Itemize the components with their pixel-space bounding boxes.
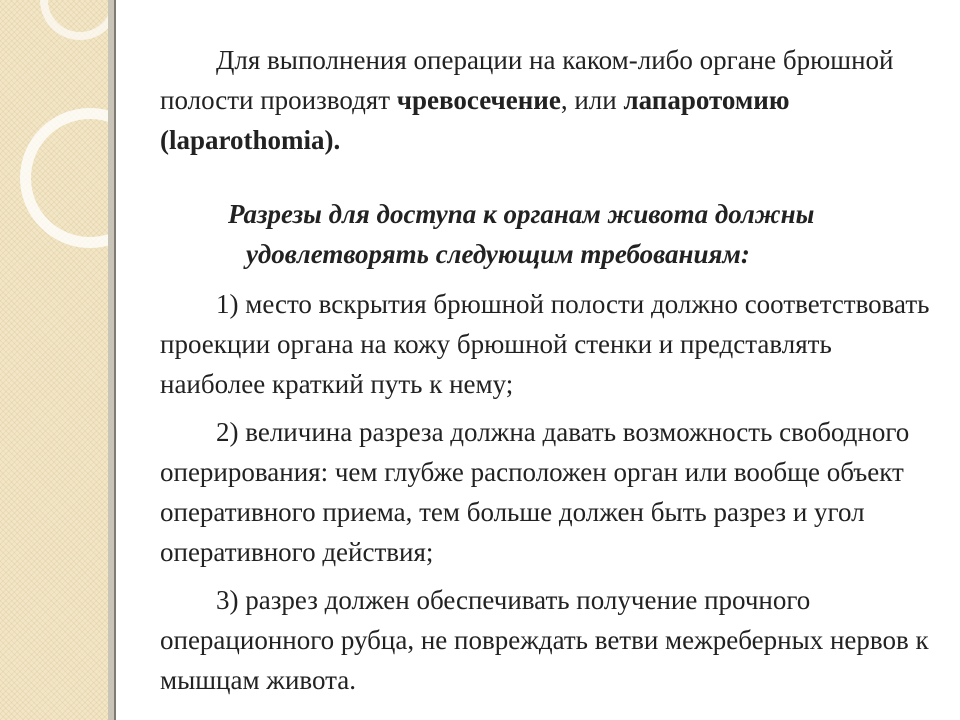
slide-content: [160, 40, 930, 700]
intro-connector: , или: [560, 85, 624, 115]
requirements-heading-line2: удовлетворять следующим требованиям:: [246, 239, 750, 269]
decorative-ring-large: [20, 108, 160, 248]
requirements-heading: [160, 194, 928, 274]
intro-term-chrevosechenie: чревосечение: [396, 85, 561, 115]
requirements-heading-line1: Разрезы для доступа к органам живота должны: [228, 199, 815, 229]
intro-text: Для выполнения операции на каком-либо органе брюшной полости производят: [160, 45, 894, 115]
requirement-item-1: 1) место вскрытия брюшной полости должно соответствовать проекции органа на кожу брюшной стенки и представлять наиболее краткий путь к нему;: [160, 289, 930, 399]
decorative-divider-line: [114, 0, 116, 720]
decorative-side-band: [0, 0, 108, 720]
intro-paragraph: [160, 40, 930, 160]
requirement-item-2: 2) величина разреза должна давать возможность свободного оперирования: чем глубже расположен орган или вообще объект оперативного приема, тем больше должен быть разрез и угол оперативного действия;: [160, 417, 910, 567]
intro-term-laparotomy: лапаротомию (laparothomia).: [160, 85, 790, 155]
requirement-item-3: 3) разрез должен обеспечивать получение прочного операционного рубца, не повреждать ветви межреберных нервов к мышцам живота.: [160, 585, 929, 695]
